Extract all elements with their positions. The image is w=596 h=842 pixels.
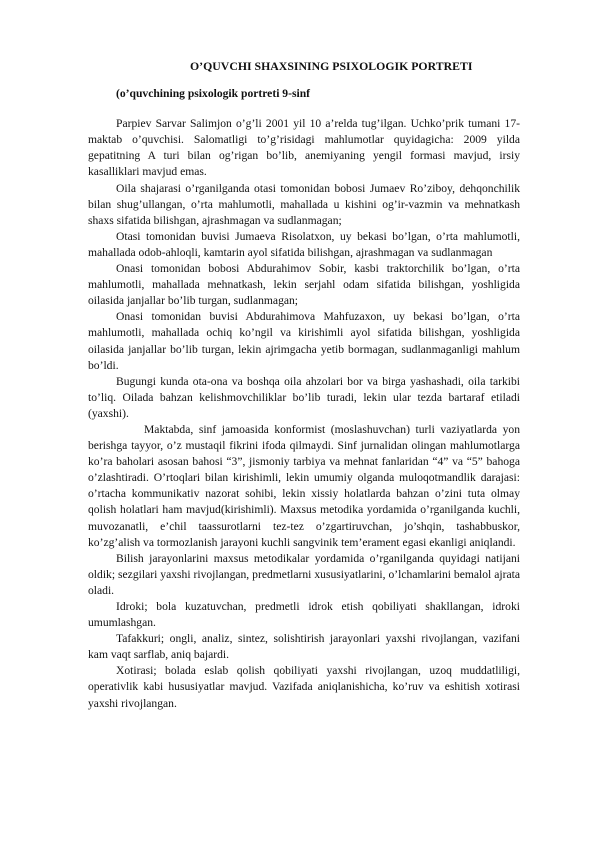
paragraph-paternal-grandmother: Otasi tomonidan buvisi Jumaeva Risolatxon, uy bekasi bo’lgan, o’rta mahlumotli, mahallada odob-ahloqli, kamtarin ayol sifatida bilishgan, ajrashmagan va sudlanmagan (88, 229, 520, 259)
paragraph-thinking: Tafakkuri; ongli, analiz, sintez, solishtirish jarayonlari yaxshi rivojlangan, vazifani kam vaqt sarflab, aniq bajardi. (88, 632, 520, 662)
document-subtitle: (o’quvchining psixologik portreti 9-sinf (116, 87, 311, 101)
paragraph-perception: Idroki; bola kuzatuvchan, predmetli idrok etish qobiliyati shakllangan, idroki umumlashgan. (88, 600, 520, 630)
paragraph-maternal-grandmother: Onasi tomonidan buvisi Abdurahimova Mahfuzaxon, uy bekasi bo’lgan, o’rta mahlumotli, mahallada ochiq ko’ngil va kirishimli ayol sifatida bilishgan, yoshligida oilasida janjallar bo’lib turgan, lekin ajrimgacha yetib bormagan, sudlanmaganligi mahlum bo’ldi. (88, 310, 520, 372)
paragraph-family-today: Bugungi kunda ota-ona va boshqa oila ahzolari bor va birga yashashadi, oila tarkibi to’liq. Oilada bahzan kelishmovchiliklar bo’lib turadi, lekin ular tezda bartaraf etiladi (yaxshi). (88, 374, 520, 420)
paragraph-memory: Xotirasi; bolada eslab qolish qobiliyati yaxshi rivojlangan, uzoq muddatliligi, operativlik kabi hususiyatlar mavjud. Vazifada aniqlanishicha, ko’ruv va eshitish xotirasi yaxshi rivojlangan. (88, 664, 520, 710)
document-title: O’QUVCHI SHAXSINING PSIXOLOGIK PORTRETI (190, 59, 473, 73)
paragraph-school-temperament: Maktabda, sinf jamoasida konformist (moslashuvchan) turli vaziyatlarda yon berishga tayyor, o’z mustaqil fikrini ifoda qilmaydi. Sinf jurnalidan olingan mahlumotlarga ko’ra baholari asosan bahosi “3”, jismoniy tarbiya va mehnat fanlaridan “4” va “5” bahoga o’zlashtiradi. O’rtoqlari bilan kirishimli, lekin umumiy olganda muloqotmandlik darajasi: o’rtacha kommunikativ nazorat sohibi, lekin xissiy holatlarda bahzan o’zini tuta olmay qolish holatlari ham mavjud(kirishimli). Maxsus metodika yordamida o’rganilganda kuchli, muvozanatli, e’chil taassurotlarni tez-tez o’zgartiruvchan, jo’shqin, tashabbuskor, ko’zg’alish va tormozlanish jarayoni kuchli sangvinik tem’erament egasi ekanligi aniqlandi. (88, 422, 520, 549)
paragraph-paternal-grandfather: Oila shajarasi o’rganilganda otasi tomonidan bobosi Jumaev Ro’ziboy, dehqonchilik bilan shug’ullangan, o’rta mahlumotli, mahallada u kishini og’ir-vazmin va mehnatkash shaxs sifatida bilishgan, ajrashmagan va sudlanmagan; (88, 181, 520, 227)
document-page (88, 58, 520, 712)
paragraph-maternal-grandfather: Onasi tomonidan bobosi Abdurahimov Sobir, kasbi traktorchilik bo’lgan, o’rta mahlumotli, mahallada mehnatkash, lekin serjahl odam sifatida bilishgan, yoshligida oilasida janjallar bo’lib turgan, sudlanmagan; (88, 262, 520, 308)
paragraph-birth-health: Parpiev Sarvar Salimjon o’g’li 2001 yil 10 a’relda tug’ilgan. Uchko’prik tumani 17-maktab o’quvchisi. Salomatligi to’g’risidagi mahlumotlar quyidagicha: 2009 yilda gepatitning A turi bilan og’rigan bo’lib, anemiyaning yengil formasi mavjud, irsiy kasalliklari mavjud emas. (88, 117, 520, 179)
paragraph-cognition-sensation: Bilish jarayonlarini maxsus metodikalar yordamida o’rganilganda quyidagi natijani oldik; sezgilari yaxshi rivojlangan, predmetlarni xususiyatlarini, o’lchamlarini bemalol ajrata oladi. (88, 551, 520, 597)
